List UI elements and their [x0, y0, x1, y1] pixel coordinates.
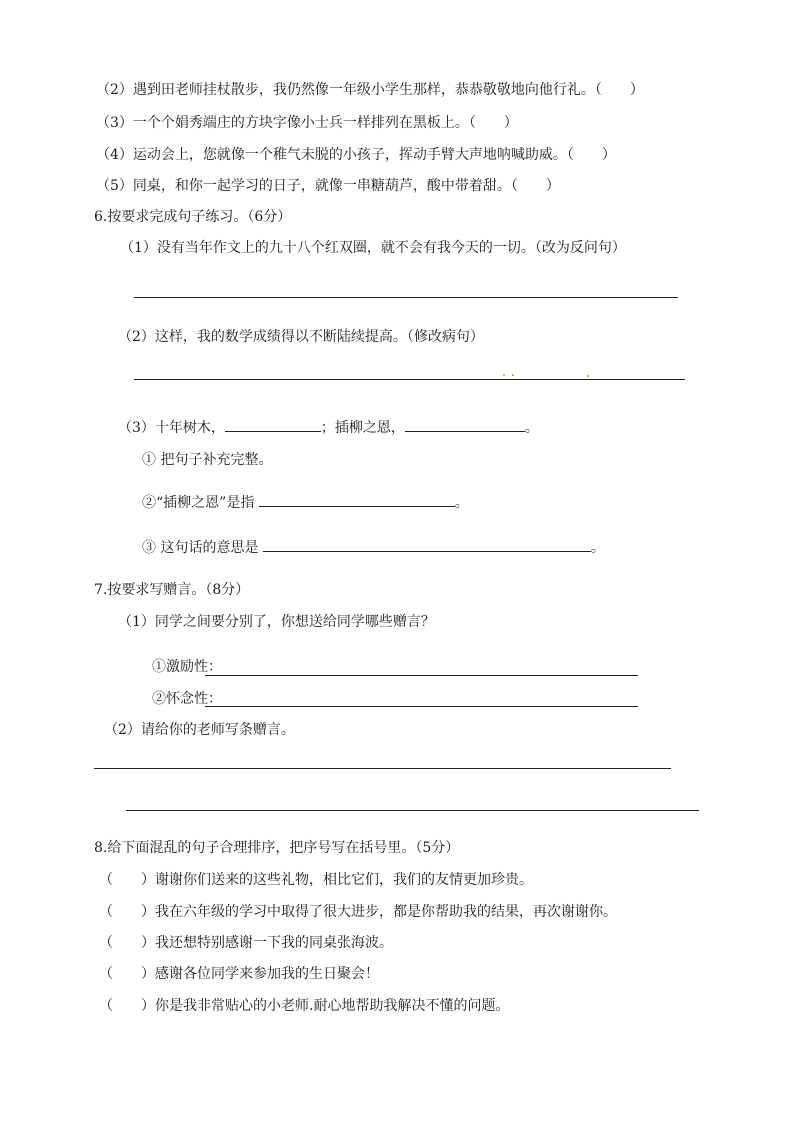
q6-s3-b-blank[interactable] — [259, 492, 455, 507]
q5-item-2: （2）遇到田老师挂杖散步，我仍然像一年级小学生那样，恭恭敬敬地向他行礼。（ ） — [96, 82, 644, 98]
q6-s3-c-label: ③ 这句话的意思是 — [142, 540, 259, 556]
q6-s3-b-label: ②“插柳之恩”是指 — [142, 495, 255, 511]
q6-sentence-2: （2）这样，我的数学成绩得以不断陆续提高。（修改病句） — [118, 329, 484, 345]
q7-s2-line-1[interactable] — [94, 768, 671, 769]
q7-s1-b-label: ②怀念性： — [152, 691, 222, 707]
q8-item: （ ）感谢各位同学来参加我的生日聚会！ — [99, 966, 379, 982]
q6-s3-blank-1[interactable] — [225, 417, 321, 432]
q5-item-3: （3）一个个娟秀端庄的方块字像小士兵一样排列在黑板上。（ ） — [96, 115, 518, 131]
q6-answer-line-2[interactable] — [134, 379, 685, 380]
q7-s2-line-2[interactable] — [126, 810, 699, 811]
q6-s3-prefix: （3）十年树木， — [118, 420, 225, 436]
q6-s3-blank-2[interactable] — [405, 417, 525, 432]
stray-mark — [503, 374, 505, 376]
q6-title: 6.按要求完成句子练习。（6分） — [94, 209, 292, 225]
q7-sentence-1: （1）同学之间要分别了，你想送给同学哪些赠言？ — [118, 614, 435, 630]
q8-item: （ ）谢谢你们送来的这些礼物，相比它们，我们的友情更加珍贵。 — [99, 872, 533, 888]
q7-sentence-2: （2）请给你的老师写条赠言。 — [104, 722, 295, 738]
q8-item: （ ）我在六年级的学习中取得了很大进步，都是你帮助我的结果，再次谢谢你。 — [99, 904, 617, 920]
q7-s1-b-line[interactable] — [205, 706, 638, 707]
q6-answer-line-1[interactable] — [134, 297, 678, 298]
q6-s3-end: 。 — [524, 420, 539, 436]
stray-mark — [512, 374, 514, 376]
q7-s1-a-label: ①激励性： — [152, 659, 222, 675]
q6-s3-c-blank[interactable] — [263, 537, 591, 552]
stray-mark — [587, 375, 589, 377]
q5-item-4: （4）运动会上，您就像一个稚气未脱的小孩子，挥动手臂大声地呐喊助威。（ ） — [96, 147, 616, 163]
q6-s3-mid: ；插柳之恩， — [320, 420, 405, 436]
q7-s1-a-line[interactable] — [205, 675, 638, 676]
q5-item-5: （5）同桌，和你一起学习的日子，就像一串糖葫芦，酸中带着甜。（ ） — [96, 178, 560, 194]
q8-item: （ ）你是我非常贴心的小老师.耐心地帮助我解决不懂的问题。 — [99, 998, 510, 1014]
q6-s3-c-end: 。 — [590, 540, 605, 556]
q8-title: 8.给下面混乱的句子合理排序，把序号写在括号里。（5分） — [94, 840, 460, 856]
q6-s3-part-b — [142, 492, 469, 513]
q6-sentence-3 — [118, 417, 539, 438]
q6-s3-b-end: 。 — [454, 495, 469, 511]
q6-s3-part-a: ① 把句子补充完整。 — [142, 452, 273, 468]
q6-sentence-1: （1）没有当年作文上的九十八个红双圈，就不会有我今天的一切。（改为反问句） — [120, 240, 626, 256]
q7-title: 7.按要求写赠言。（8分） — [94, 582, 250, 598]
q8-item: （ ）我还想特别感谢一下我的同桌张海波。 — [99, 935, 393, 951]
q6-s3-part-c — [142, 537, 605, 558]
